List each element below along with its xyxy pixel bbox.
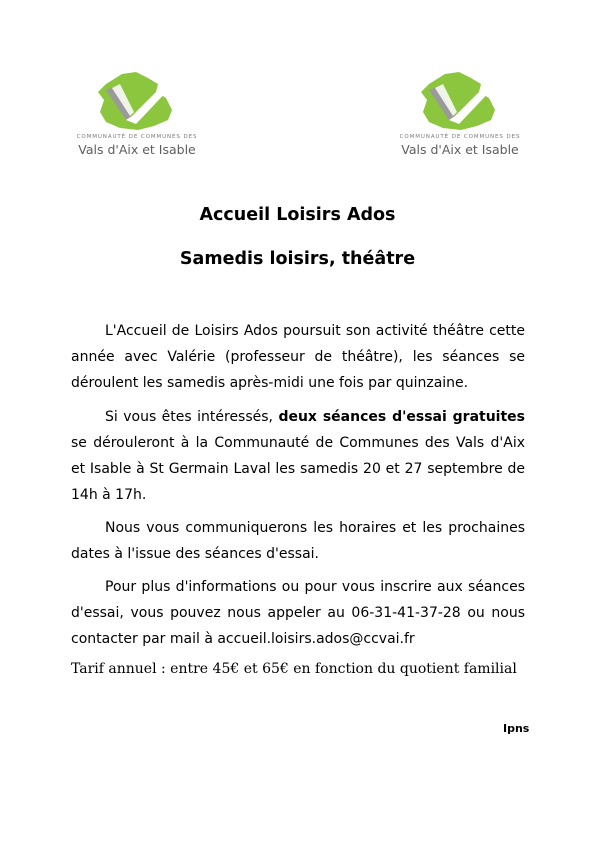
logo-right-line1: COMMUNAUTÉ DE COMMUNES DES — [399, 134, 521, 140]
paragraph-contact: Pour plus d'informations ou pour vous inscrire aux séances d'essai, vous pouvez nous appeler au 06-31-41-37-28 ou nous contacter par mail à accueil.loisirs.ados@ccvai.fr — [71, 579, 525, 647]
logo-left — [72, 70, 202, 162]
logo-left-line1: COMMUNAUTÉ DE COMMUNES DES — [76, 134, 198, 140]
page-title: Accueil Loisirs Ados — [199, 205, 396, 225]
logo-right — [395, 70, 525, 162]
map-check-icon — [415, 70, 505, 132]
logo-right-line2: Vals d'Aix et Isable — [401, 142, 519, 157]
logo-left-line2: Vals d'Aix et Isable — [78, 142, 196, 157]
map-check-icon — [92, 70, 182, 132]
page-subtitle: Samedis loisirs, théâtre — [179, 249, 416, 269]
paragraph-schedule: Nous vous communiquerons les horaires et les prochaines dates à l'issue des séances d'essai. — [71, 520, 525, 562]
trial-text-before: Si vous êtes intéressés, — [105, 409, 279, 425]
trial-highlight: deux séances d'essai gratuites — [278, 409, 525, 425]
annual-fee: Tarif annuel : entre 45€ et 65€ en fonction du quotient familial — [71, 661, 517, 677]
footer-note: Ipns — [503, 722, 530, 735]
paragraph-intro: L'Accueil de Loisirs Ados poursuit son activité théâtre cette année avec Valérie (professeur de théâtre), les séances se déroulent les samedis après-midi une fois par quinzaine. — [71, 323, 525, 391]
paragraph-trial-sessions — [71, 404, 525, 508]
trial-text-after: se dérouleront à la Communauté de Communes des Vals d'Aix et Isable à St Germain Laval les samedis 20 et 27 septembre de 14h à 17h. — [71, 435, 525, 503]
